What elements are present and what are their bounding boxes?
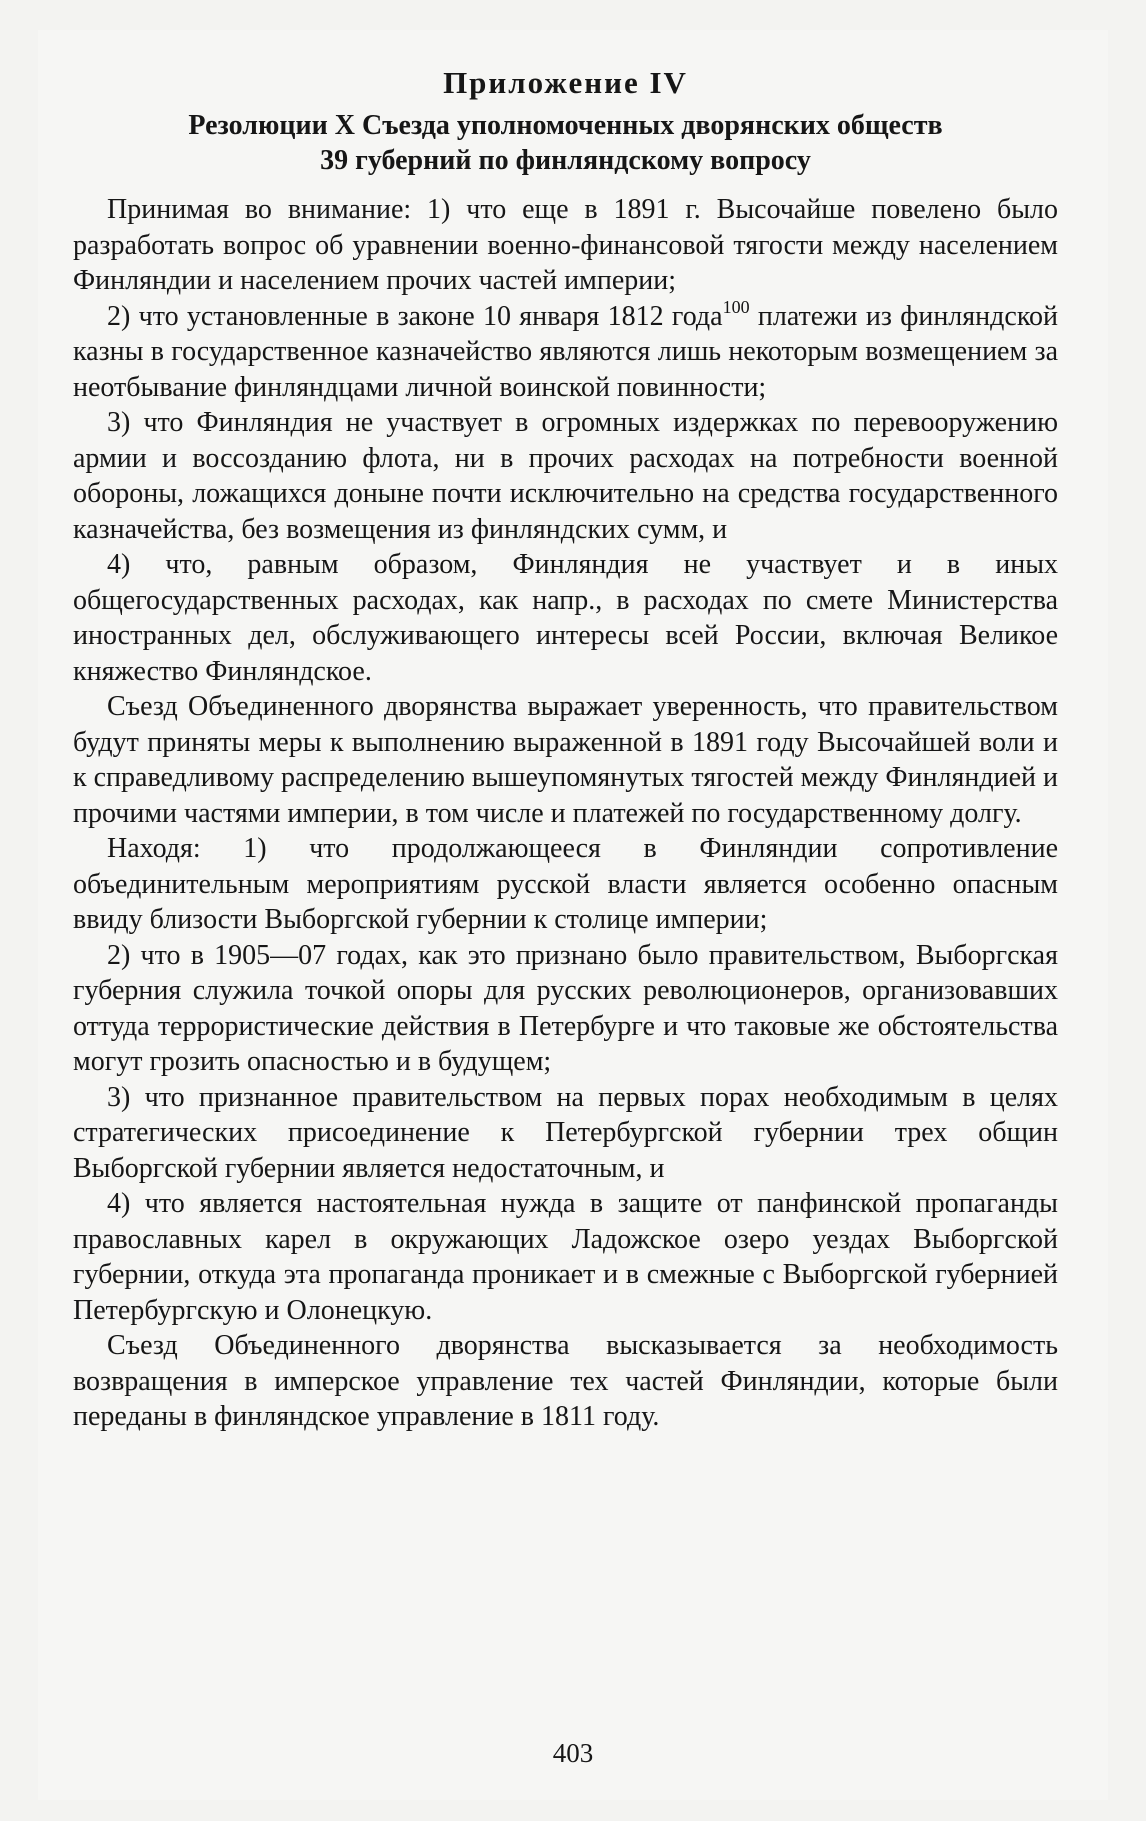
heading-line-1: Резолюции X Съезда уполномоченных дворянских обществ <box>188 110 943 141</box>
footnote-reference[interactable]: 100 <box>722 296 750 317</box>
appendix-title: Приложение IV <box>443 65 688 100</box>
resolution-text <box>73 192 1058 1435</box>
paragraph-7: 2) что в 1905—07 годах, как это признано было правительством, Выборгская губерния служила точкой опоры для русских революционеров, организовавших оттуда террористические действия в Петербурге и что таковые же обстоятельства могут грозить опасностью и в будущем; <box>73 939 1058 1077</box>
resolution-heading <box>73 108 1058 178</box>
paragraph-3: 3) что Финляндия не участвует в огромных издержках по перевооружению армии и воссозданию флота, ни в прочих расходах на потребности военной обороны, ложащихся доныне почти исключительно на средства государственного казначейства, без возмещения из финляндских сумм, и <box>73 407 1058 545</box>
page-number: 403 <box>552 1738 594 1768</box>
paragraph-1: Принимая во внимание: 1) что еще в 1891 г. Высочайше повелено было разработать вопрос об уравнении военно-финансовой тягости между населением Финляндии и населением прочих частей империи; <box>73 194 1058 296</box>
paragraph-2 <box>73 296 1058 406</box>
paragraph-8: 3) что признанное правительством на первых порах необходимым в целях стратегических присоединение к Петербургской губернии трех общин Выборгской губернии является недостаточным, и <box>73 1081 1058 1184</box>
paragraph-2-text-start: 2) что установленные в законе 10 января 1812 года <box>107 300 723 332</box>
heading-line-2: 39 губерний по финляндскому вопросу <box>320 145 811 176</box>
paragraph-5: Съезд Объединенного дворянства выражает уверенность, что правительством будут приняты меры к выполнению выраженной в 1891 году Высочайшей воли и к справедливому распределению вышеупомянутых тягостей между Финляндией и прочими частями империи, в том числе и платежей по государственному долгу. <box>73 691 1058 829</box>
paragraph-9: 4) что является настоятельная нужда в защите от панфинской пропаганды православных карел в окружающих Ладожское озеро уездах Выборгской губернии, откуда эта пропаганда проникает и в смежные с Выборгской губернией Петербургскую и Олонецкую. <box>73 1188 1058 1326</box>
paragraph-10: Съезд Объединенного дворянства высказывается за необходимость возвращения в имперское управление тех частей Финляндии, которые были переданы в финляндское управление в 1811 году. <box>73 1330 1058 1432</box>
page-content <box>73 62 1058 1435</box>
paragraph-2-text-end: платежи из финляндской казны в государственное казначейство являются лишь некоторым возмещением за неотбывание финляндцами личной воинской повинности; <box>73 300 1058 403</box>
paragraph-4: 4) что, равным образом, Финляндия не участвует и в иных общегосударственных расходах, как напр., в расходах по смете Министерства иностранных дел, обслуживающего интересы всей России, включая Великое княжество Финляндское. <box>73 549 1058 687</box>
paragraph-6: Находя: 1) что продолжающееся в Финляндии сопротивление объединительным мероприятиям русской власти является особенно опасным ввиду близости Выборгской губернии к столице империи; <box>73 833 1058 935</box>
